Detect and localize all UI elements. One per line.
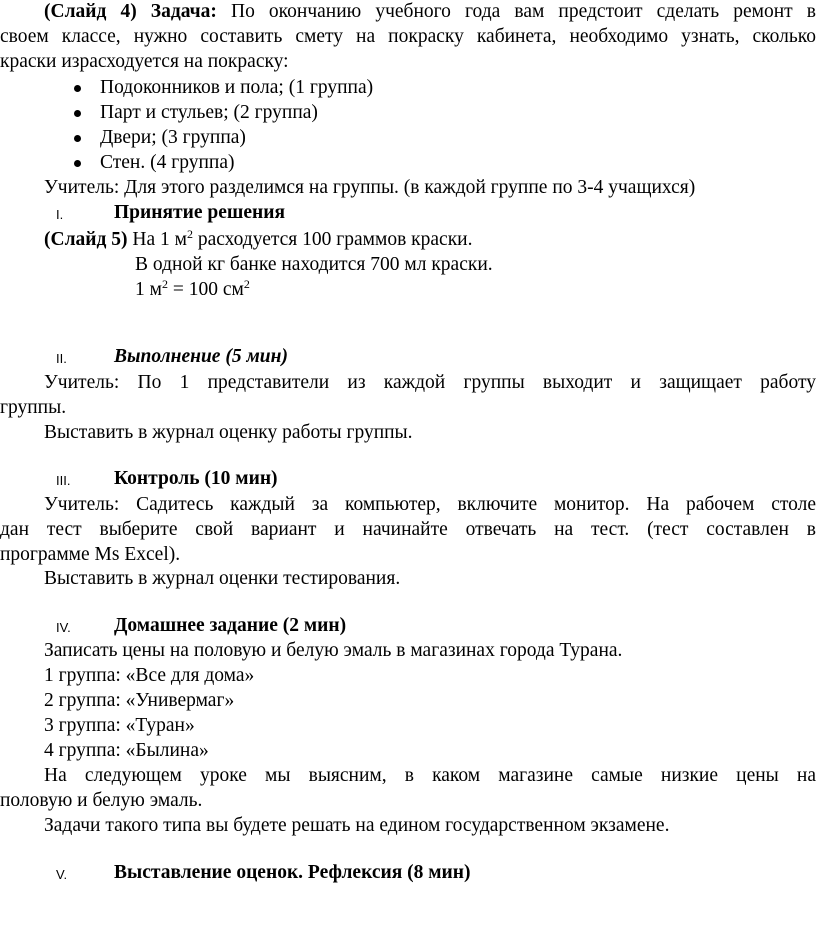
section-5-numeral: V. (56, 867, 68, 882)
slide-5-label: (Слайд 5) (44, 229, 128, 250)
intro-line-1: (Слайд 4) Задача: По окончанию учебного года вам предстоит сделать ремонт в (44, 1, 816, 22)
section-2-para-1-line-2: группы. (0, 397, 67, 418)
section-4-exam: Задачи такого типа вы будете решать на едином государственном экзамене. (44, 815, 670, 836)
bullet-icon (74, 135, 81, 142)
section-3-title: Контроль (10 мин) (114, 468, 278, 489)
slide-5-fact-1: (Слайд 5) На 1 $м^2$ расходуется 100 граммов краски. (44, 227, 473, 250)
slide-5-fact-2: В одной кг банке находится 700 мл краски. (135, 254, 493, 275)
section-4-next-line-1: На следующем уроке мы выясним, в каком магазине самые низкие цены на (44, 765, 816, 786)
section-3-numeral: III. (56, 473, 71, 488)
slide-5-fact-3: 1 $м^2 = 100$ $см^2$ (135, 277, 250, 300)
section-4-title: Домашнее задание (2 мин) (114, 615, 347, 636)
bullet-icon (74, 85, 81, 92)
teacher-groups-text: Учитель: Для этого разделимся на группы. (в каждой группе по 3-4 учащихся) (44, 177, 696, 198)
section-1-numeral: I. (56, 207, 64, 222)
section-2-para-2: Выставить в журнал оценку работы группы. (44, 422, 413, 443)
section-2-numeral: II. (56, 351, 67, 366)
section-4-group-1: 1 группа: «Все для дома» (44, 665, 255, 686)
section-4-numeral: IV. (56, 620, 71, 635)
bullet-icon (74, 110, 81, 117)
section-5-title: Выставление оценок. Рефлексия (8 мин) (114, 862, 471, 883)
section-2-para-1-line-1: Учитель: По 1 представители из каждой группы выходит и защищает работу (44, 372, 816, 393)
section-3-para-1-line-1: Учитель: Садитесь каждый за компьютер, включите монитор. На рабочем столе (44, 494, 816, 515)
section-2-title: Выполнение (5 мин) (114, 346, 288, 367)
section-4-next-line-2: половую и белую эмаль. (0, 790, 203, 811)
slide-4-label: (Слайд 4) Задача: (44, 1, 217, 22)
section-1-title: Принятие решения (114, 202, 286, 223)
bullet-icon (74, 160, 81, 167)
section-4-task: Записать цены на половую и белую эмаль в магазинах города Турана. (44, 640, 623, 661)
intro-line-3: краски израсходуется на покраску: (0, 51, 289, 72)
section-3-para-1-line-3: программе Ms Excel). (0, 544, 181, 565)
section-3-para-1-line-2: дан тест выберите свой вариант и начинайте отвечать на тест. (тест составлен в (0, 519, 816, 540)
section-3-para-2: Выставить в журнал оценки тестирования. (44, 568, 401, 589)
intro-line-2: своем классе, нужно составить смету на покраску кабинета, необходимо узнать, сколько (0, 26, 816, 47)
section-4-group-2: 2 группа: «Универмаг» (44, 690, 235, 711)
section-4-group-3: 3 группа: «Туран» (44, 715, 195, 736)
section-4-group-4: 4 группа: «Былина» (44, 740, 209, 761)
